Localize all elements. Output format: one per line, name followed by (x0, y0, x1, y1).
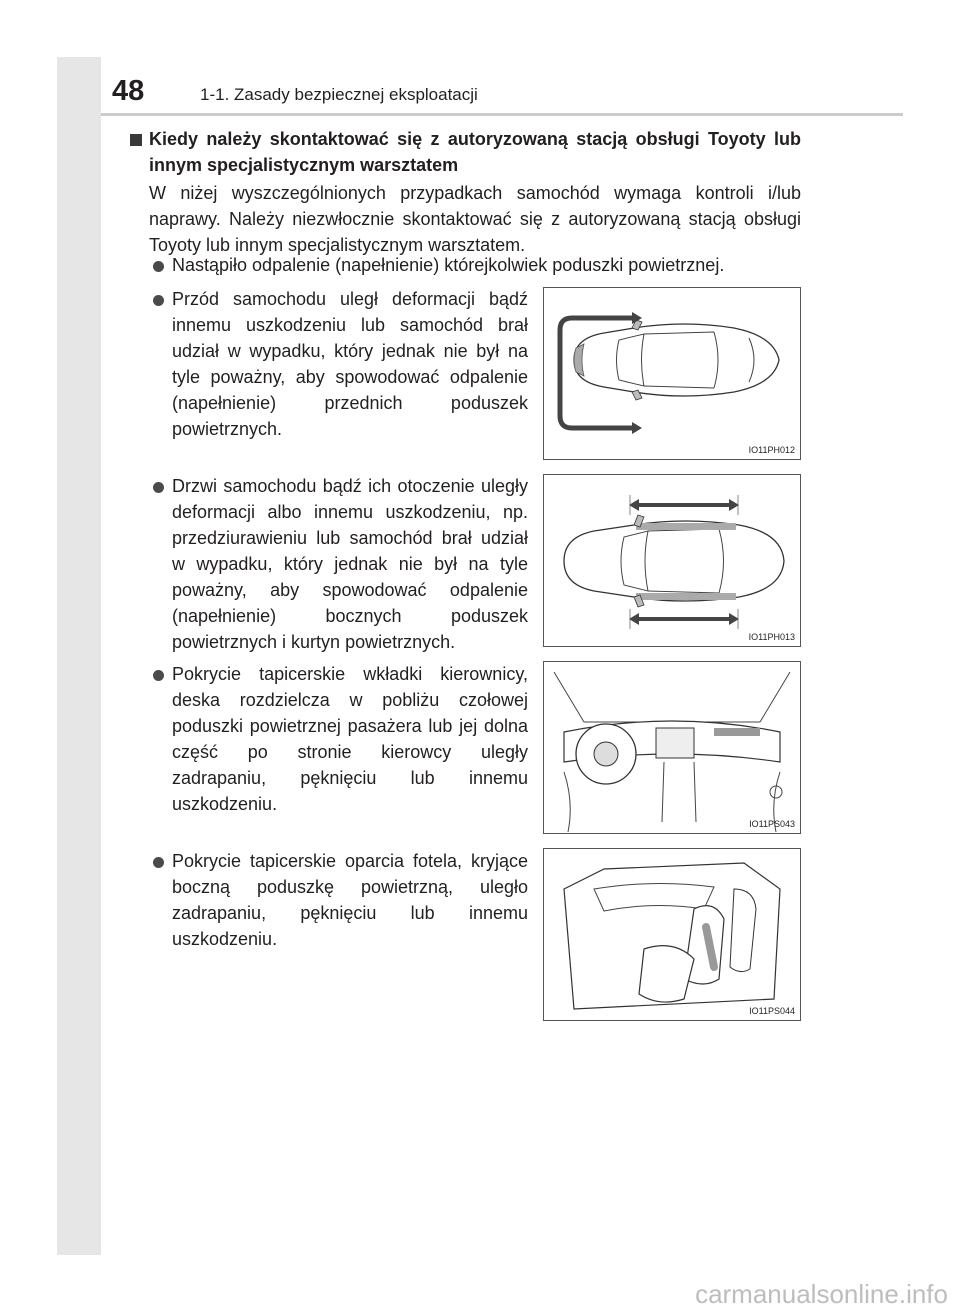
figure-side-impact (543, 474, 801, 647)
section-intro: W niżej wyszczególnionych przypadkach samochód wymaga kontroli i/lub naprawy. Należy niezwłocznie skontaktować się z autoryzowaną stacją obsługi Toyoty lub innym specjalistycznym warsztatem. (149, 183, 801, 255)
list-item-door-damage: Drzwi samochodu bądź ich otoczenie uległy deformacji albo innemu uszkodzeniu, np. przedziurawieniu lub samochód brał udział w wypadku, który jednak nie był na tyle poważny, aby spowodować odpalenie (napełnienie) bocznych poduszek powietrznych i kurtyn powietrznych. (172, 476, 528, 652)
bullet-icon (153, 261, 164, 272)
section-heading: Kiedy należy skontaktować się z autoryzowaną stacją obsługi Toyoty lub innym specjalistycznym warsztatem (149, 129, 801, 175)
figure-front-impact (543, 287, 801, 460)
page-number: 48 (112, 75, 145, 107)
car-top-view-front-illustration (544, 288, 800, 459)
figure-code: IO11PS043 (749, 819, 795, 829)
chapter-title: 1-1. Zasady bezpiecznej eksploatacji (200, 85, 478, 104)
dashboard-illustration (544, 662, 800, 833)
car-top-view-side-illustration (544, 475, 800, 646)
list-item-seat-cover-damage: Pokrycie tapicerskie oparcia fotela, kryjące boczną poduszkę powietrzną, uległo zadrapaniu, pęknięciu lub innemu uszkodzeniu. (172, 851, 528, 949)
header-divider (101, 113, 903, 116)
figure-dashboard (543, 661, 801, 834)
list-item-steering-dashboard-damage: Pokrycie tapicerskie wkładki kierownicy, deska rozdzielcza w pobliżu czołowej poduszki powietrznej pasażera lub jej dolna część po stronie kierowcy uległy zadrapaniu, pęknięciu lub innemu uszkodzeniu. (172, 664, 528, 814)
watermark: carmanualsonline.info (695, 1279, 948, 1309)
square-bullet-icon (130, 134, 142, 146)
bullet-icon (153, 482, 164, 493)
list-item-airbag-deployed: Nastąpiło odpalenie (napełnienie) którejkolwiek poduszki powietrznej. (172, 255, 725, 275)
car-interior-seat-illustration (544, 849, 800, 1020)
bullet-icon (153, 295, 164, 306)
list-item-front-damage: Przód samochodu uległ deformacji bądź innemu uszkodzeniu lub samochód brał udział w wypadku, który jednak nie był na tyle poważny, aby spowodować odpalenie (napełnienie) przednich poduszek powietrznych. (172, 289, 528, 439)
figure-code: IO11PS044 (749, 1006, 795, 1016)
figure-code: IO11PH012 (748, 445, 795, 455)
page-margin-tab (57, 57, 101, 1255)
bullet-icon (153, 670, 164, 681)
figure-seat (543, 848, 801, 1021)
figure-code: IO11PH013 (748, 632, 795, 642)
bullet-icon (153, 857, 164, 868)
